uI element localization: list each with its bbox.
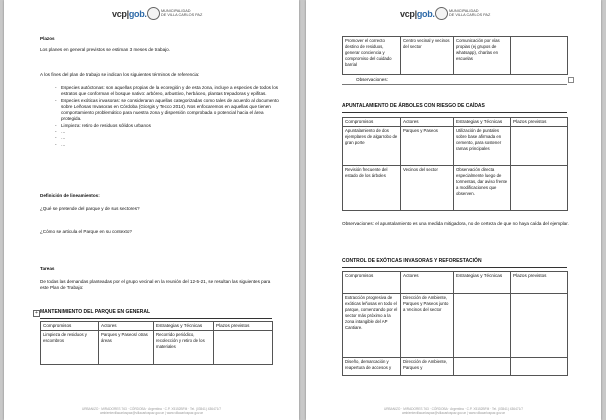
heading-rule xyxy=(342,267,567,268)
mantenimiento-table xyxy=(40,321,273,365)
table-cell: Parques y Paseos xyxy=(401,127,454,166)
table-header-cell: Compromisos xyxy=(343,118,401,127)
table-cell: Utilización de puntales sobre base afirmada en cemento, para sostener ramas principales xyxy=(454,127,511,166)
page-footer: URBANIZO · MIRADORES 763 · CÓRDOBA · Argentina · C.P. X5152BFM · Tel. (03541) 436471/7 ambientevillacarlospaz@villacarlospaz.gov.ar | www.villacarlospaz.gov.ar xyxy=(81,406,222,415)
table-cell: Dirección de Ambiente, Parques y Paseos junto a Vecinos del sector xyxy=(401,294,454,358)
table-header-cell: Estrategias y Técnicas xyxy=(154,322,214,331)
table-header-cell: Plazos previstos xyxy=(511,118,568,127)
table-cell: Vecinos del sector xyxy=(401,166,454,211)
list-item: - … xyxy=(61,135,281,141)
table-header-row xyxy=(343,118,568,127)
page-header xyxy=(4,6,299,22)
table-row xyxy=(343,166,568,211)
observaciones-label: Observaciones: xyxy=(356,77,388,82)
table-move-handle-icon[interactable]: + xyxy=(33,310,40,317)
plazos-heading: Plazos xyxy=(40,36,55,41)
table-cell xyxy=(511,166,568,211)
table-cell xyxy=(511,294,568,358)
table-header-cell: Plazos previstos xyxy=(511,272,568,294)
municipality-name: MUNICIPALIDAD DE VILLA CARLOS PAZ xyxy=(161,9,203,18)
tareas-text: De todas las demandas planteadas por el grupo vecinal en la reunión del 12-5-21, se resultan las siguientes para este Plan de Trabajo: xyxy=(40,279,271,291)
tareas-heading: Tareas xyxy=(40,266,55,271)
table-cell: Centro vecinal y vecinos del sector xyxy=(401,37,454,75)
terminos-list xyxy=(54,85,281,148)
table-cell: Revisión frecuente del estado de los árboles xyxy=(343,166,401,211)
table-row xyxy=(343,294,568,358)
municipal-seal-icon xyxy=(435,7,448,20)
vcp-gob-logo: vcp|gob. xyxy=(400,9,435,19)
table-cell xyxy=(511,37,568,75)
table-cell: Dirección de Ambiente, Parques y xyxy=(401,358,454,376)
mantenimiento-heading: MANTENIMIENTO DEL PARQUE EN GENERAL xyxy=(40,309,151,315)
terminos-intro: A los fines del plan de trabajo se indican los siguientes términos de referencia: xyxy=(40,72,200,77)
heading-rule xyxy=(40,318,272,319)
document-page-right xyxy=(306,0,601,420)
page-footer: URBANIZO · MIRADORES 763 · CÓRDOBA · Argentina · C.P. X5152BFM · Tel. (03541) 436471/7 ambientevillacarlospaz@villacarlospaz.gov.ar | www.villacarlospaz.gov.ar xyxy=(383,406,524,415)
table-cell: Apuntalamiento de dos ejemplares de algarrobo de gran porte xyxy=(343,127,401,166)
table-cell: Limpieza de residuos y escombros xyxy=(41,331,99,365)
table-cell xyxy=(454,294,511,358)
table-header-cell: Actores xyxy=(401,118,454,127)
table-header-cell: Compromisos xyxy=(343,272,401,294)
table-cell: Diseño, demarcación y reapertura de accesos y xyxy=(343,358,401,376)
table-cell: Parques y Paseos/ otras áreas xyxy=(99,331,154,365)
municipality-name: MUNICIPALIDAD DE VILLA CARLOS PAZ xyxy=(449,9,491,18)
list-item: - … xyxy=(61,142,281,148)
table-header-row xyxy=(343,272,568,294)
table-header-row xyxy=(41,322,273,331)
exoticas-table xyxy=(342,271,568,376)
table-resize-handle[interactable] xyxy=(568,77,574,83)
question-1: ¿Qué se pretende del parque y de sus sectores? xyxy=(40,206,140,211)
vcp-gob-logo: vcp|gob. xyxy=(112,9,147,19)
table-header-cell: Compromisos xyxy=(41,322,99,331)
exoticas-heading: CONTROL DE EXÓTICAS INVASORAS Y REFORESTACIÓN xyxy=(342,258,482,264)
table-header-cell: Plazos previstos xyxy=(214,322,273,331)
table-cell xyxy=(511,358,568,376)
page-header xyxy=(306,6,601,22)
table-row xyxy=(343,358,568,376)
table-cell xyxy=(214,331,273,365)
question-2: ¿Cómo se articula el Parque en su contexto? xyxy=(40,229,132,234)
continued-table xyxy=(342,36,568,75)
table-cell: Observación directa especialmente luego de tormentas, dar aviso frente a modificaciones que observen. xyxy=(454,166,511,211)
table-header-cell: Estrategias y Técnicas xyxy=(454,272,511,294)
list-item: - Especies exóticas invasoras: se consideraran aquellas categorizadas como tales de acuerdo al documento sobre Leñosas Invasoras en Córdoba (Giorgis y Tecco 2014). Nos enfocaremos en aquellas que tienen comportamiento problemático para nuestra zona y dispersión comprobada o potencial hacia el área protegida. xyxy=(61,98,281,123)
apuntalamiento-table xyxy=(342,117,568,211)
table-cell: Promover el correcto destino de residuos, generar conciencia y compromiso del cuidado barrial xyxy=(343,37,401,75)
table-row xyxy=(343,127,568,166)
table-cell: Recorrido periódico, recolección y retiro de los materiales xyxy=(154,331,214,365)
table-cell: Comunicación por vías propias (ej grupos de whatsapp), charlas en escuelas xyxy=(454,37,511,75)
table-header-cell: Actores xyxy=(99,322,154,331)
document-page-left xyxy=(4,0,299,420)
table-cell: Extracción progresiva de exóticas leñosas en todo el parque, comenzando por el sector más próximo a la zona intangible del AP Cantiare. xyxy=(343,294,401,358)
observaciones-rule xyxy=(342,84,567,85)
table-cell xyxy=(511,127,568,166)
table-row xyxy=(343,37,568,75)
table-header-cell: Actores xyxy=(401,272,454,294)
heading-rule xyxy=(342,112,567,113)
apuntalamiento-observaciones: Observaciones: el apuntalamiento es una medida mitigadora, no de certeza de que no haya caída del ejemplar. xyxy=(342,221,569,226)
list-item: - … xyxy=(61,129,281,135)
list-item: - Limpieza: retiro de residuos sólidos urbanos xyxy=(61,123,281,129)
municipal-seal-icon xyxy=(147,7,160,20)
apuntalamiento-heading: APUNTALAMIENTO DE ÁRBOLES CON RIESGO DE CAÍDAS xyxy=(342,103,485,109)
definicion-heading: Definición de lineamientos: xyxy=(40,193,100,198)
plazos-text: Los planes en general previstos se estiman 3 meses de trabajo. xyxy=(40,47,170,52)
list-item: - Especies autóctonas: son aquellas propias de la ecoregión y de esta zona, incluye a especies de todos los estratos que conforman el bosque nativo: arbóreo, arbustivo, herbáceo, plantas trepadoras y epifitas. xyxy=(61,85,281,98)
table-header-cell: Estrategias y Técnicas xyxy=(454,118,511,127)
table-row xyxy=(41,331,273,365)
table-cell xyxy=(454,358,511,376)
